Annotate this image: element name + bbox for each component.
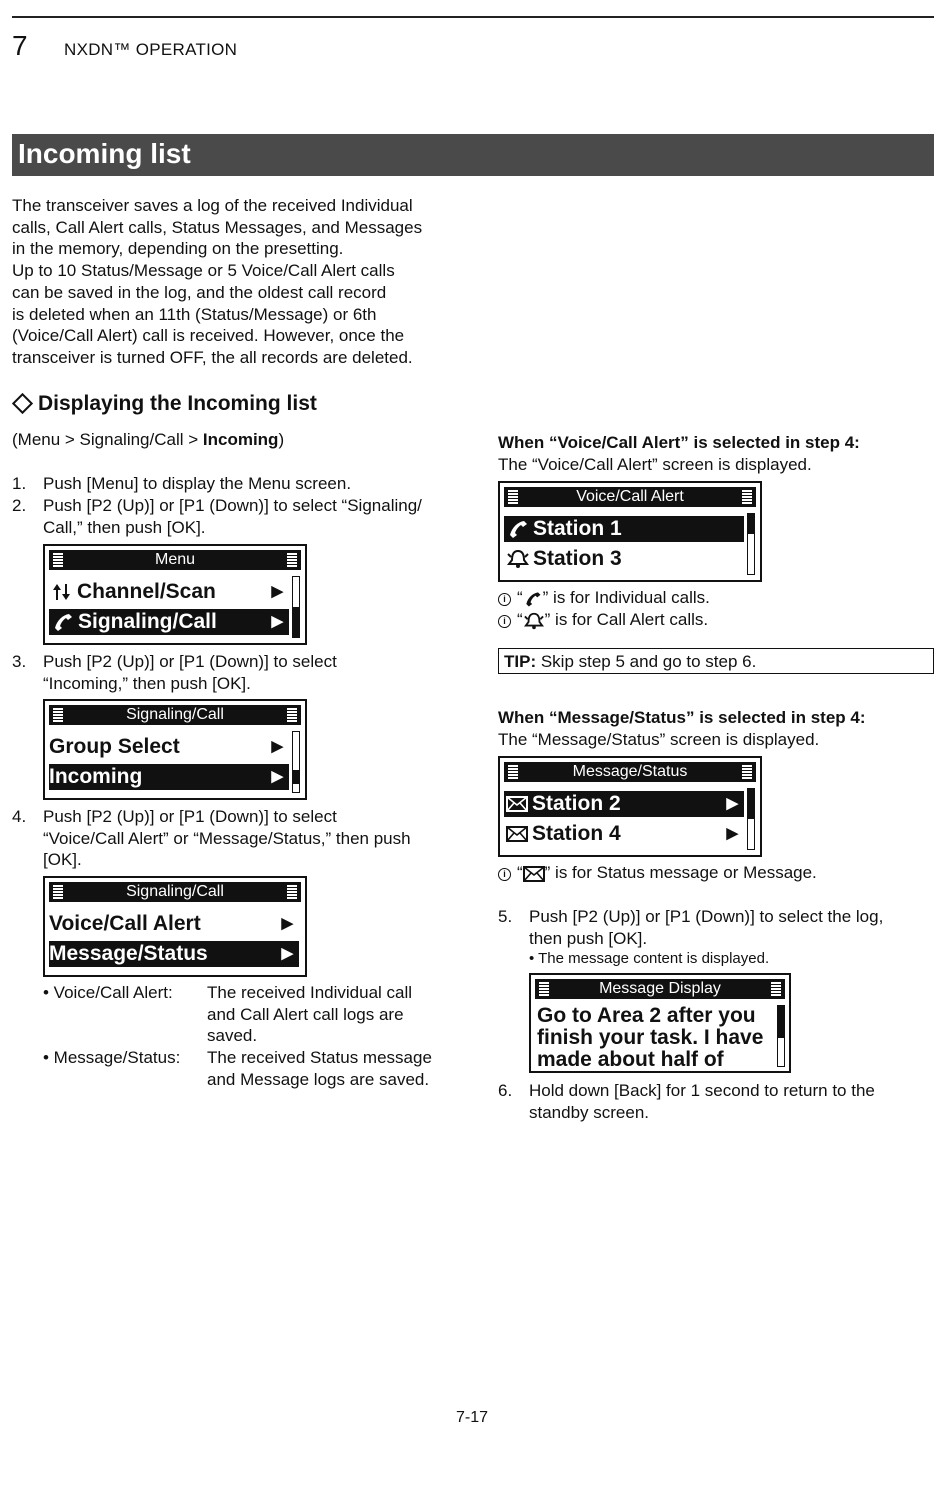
phone-icon [523,590,543,608]
lcd-row-incoming: Incoming ▶ [49,764,289,790]
lcd-row-station-1: Station 1 [504,516,744,542]
scroll-thumb [293,770,299,784]
menu-path: (Menu > Signaling/Call > Incoming) [12,430,285,449]
msg-subtext: The “Message/Status” screen is displayed. [498,730,820,749]
page-number: 7-17 [456,1409,489,1426]
lcd-message-status-screen [498,756,762,857]
lcd-message-display-screen [529,973,791,1073]
def-msg-label: • Message/Status: [43,1048,181,1067]
info-icon: i [498,868,511,881]
phone-icon [51,612,75,632]
intro-paragraph: The transceiver saves a log of the received Individual calls, Call Alert calls, Status Messages, and Messages in the memory, depending on the presetting. Up to 10 Status/Message or 5 Voice/Call Alert calls can be saved in the log, and the oldest call record is deleted when an 11th (Status/Message) or 6th (Voice/Call Alert) call is received. However, once the transceiver is turned OFF, the all records are deleted. [12,196,423,367]
menu-lines-icon [287,553,297,567]
lcd-row-station-4: Station 4 ▶ [504,821,744,847]
right-arrow-icon: ▶ [271,768,283,785]
menu-lines-icon [508,490,518,504]
right-arrow-icon: ▶ [271,613,283,630]
right-arrow-icon: ▶ [726,825,738,842]
envelope-icon [506,826,528,842]
lcd-message-text: Go to Area 2 after you finish your task. I have made about half of [537,1004,764,1071]
scroll-thumb [748,789,754,819]
menu-lines-icon [508,765,518,779]
lcd-row-signaling-call: Signaling/Call ▶ [49,609,289,635]
right-arrow-icon: ▶ [281,915,293,932]
menu-lines-icon [771,982,781,996]
step-3: 3. Push [P2 (Up)] or [P1 (Down)] to select “Incoming,” then push [OK]. [12,652,337,693]
note-call-alert-calls: i “ ” is for Call Alert calls. [498,609,708,631]
right-arrow-icon: ▶ [726,795,738,812]
voice-subtext: The “Voice/Call Alert” screen is displayed. [498,455,812,474]
step-6: 6. Hold down [Back] for 1 second to return to the standby screen. [498,1081,875,1122]
chapter-title: NXDN™ OPERATION [64,40,238,59]
subsection-title: Displaying the Incoming list [12,392,317,416]
scroll-thumb [293,607,299,637]
right-arrow-icon: ▶ [271,583,283,600]
diamond-icon [12,393,33,414]
menu-lines-icon [287,708,297,722]
bell-icon [523,611,545,631]
tip-text: TIP: Skip step 5 and go to step 6. [504,652,757,671]
lcd-scrollbar [747,513,755,575]
lcd-signaling-screen [43,699,307,800]
step-4: 4. Push [P2 (Up)] or [P1 (Down)] to select “Voice/Call Alert” or “Message/Status,” then push [OK]. [12,807,411,870]
scroll-thumb [748,514,754,534]
lcd-header: Message Display [535,979,785,999]
menu-lines-icon [53,708,63,722]
step-1: 1. Push [Menu] to display the Menu screen. [12,474,352,493]
step-5: 5. Push [P2 (Up)] or [P1 (Down)] to select the log, then push [OK]. • The message content is displayed. [498,907,884,968]
lcd-row-channel-scan: Channel/Scan ▶ [49,579,289,605]
section-title: Incoming list [18,138,191,169]
lcd-row-message-status: Message/Status ▶ [49,941,299,967]
menu-lines-icon [287,885,297,899]
info-icon: i [498,593,511,606]
def-msg-text: The received Status message and Message logs are saved. [207,1048,432,1089]
lcd-scrollbar [292,576,300,638]
right-arrow-icon: ▶ [281,945,293,962]
lcd-row-station-2: Station 2 ▶ [504,791,744,817]
lcd-row-group-select: Group Select ▶ [49,735,283,758]
lcd-menu-screen [43,544,307,645]
lcd-signaling-screen-2 [43,876,307,977]
bell-icon [506,548,530,570]
lcd-header: Menu [49,550,301,570]
envelope-icon [506,796,528,812]
lcd-header: Message/Status [504,762,756,782]
lcd-row-station-3: Station 3 [504,546,744,572]
envelope-icon [523,866,545,882]
lcd-scrollbar [747,788,755,850]
note-individual-calls: i “ ” is for Individual calls. [498,587,710,609]
menu-lines-icon [742,765,752,779]
lcd-header: Voice/Call Alert [504,487,756,507]
scroll-thumb [778,1006,784,1038]
lcd-row-voice-call-alert: Voice/Call Alert ▶ [49,912,293,935]
lcd-header: Signaling/Call [49,882,301,902]
lcd-voice-call-alert-screen [498,481,762,582]
phone-icon [506,519,530,539]
lcd-header: Signaling/Call [49,705,301,725]
menu-lines-icon [742,490,752,504]
note-message: i “ ” is for Status message or Message. [498,862,817,884]
msg-heading: When “Message/Status” is selected in step 4: [498,708,866,727]
def-voice-label: • Voice/Call Alert: [43,983,173,1002]
def-voice-text: The received Individual call and Call Alert call logs are saved. [207,983,413,1046]
menu-lines-icon [53,553,63,567]
info-icon: i [498,615,511,628]
header-rule [12,16,934,18]
chapter-number: 7 [12,30,28,61]
step-2: 2. Push [P2 (Up)] or [P1 (Down)] to select “Signaling/ Call,” then push [OK]. [12,496,422,537]
lcd-scrollbar [292,731,300,793]
lcd-scrollbar [777,1005,785,1067]
right-arrow-icon: ▶ [271,738,283,755]
voice-heading: When “Voice/Call Alert” is selected in step 4: [498,433,860,452]
menu-lines-icon [53,885,63,899]
menu-lines-icon [539,982,549,996]
updown-icon [51,582,73,602]
